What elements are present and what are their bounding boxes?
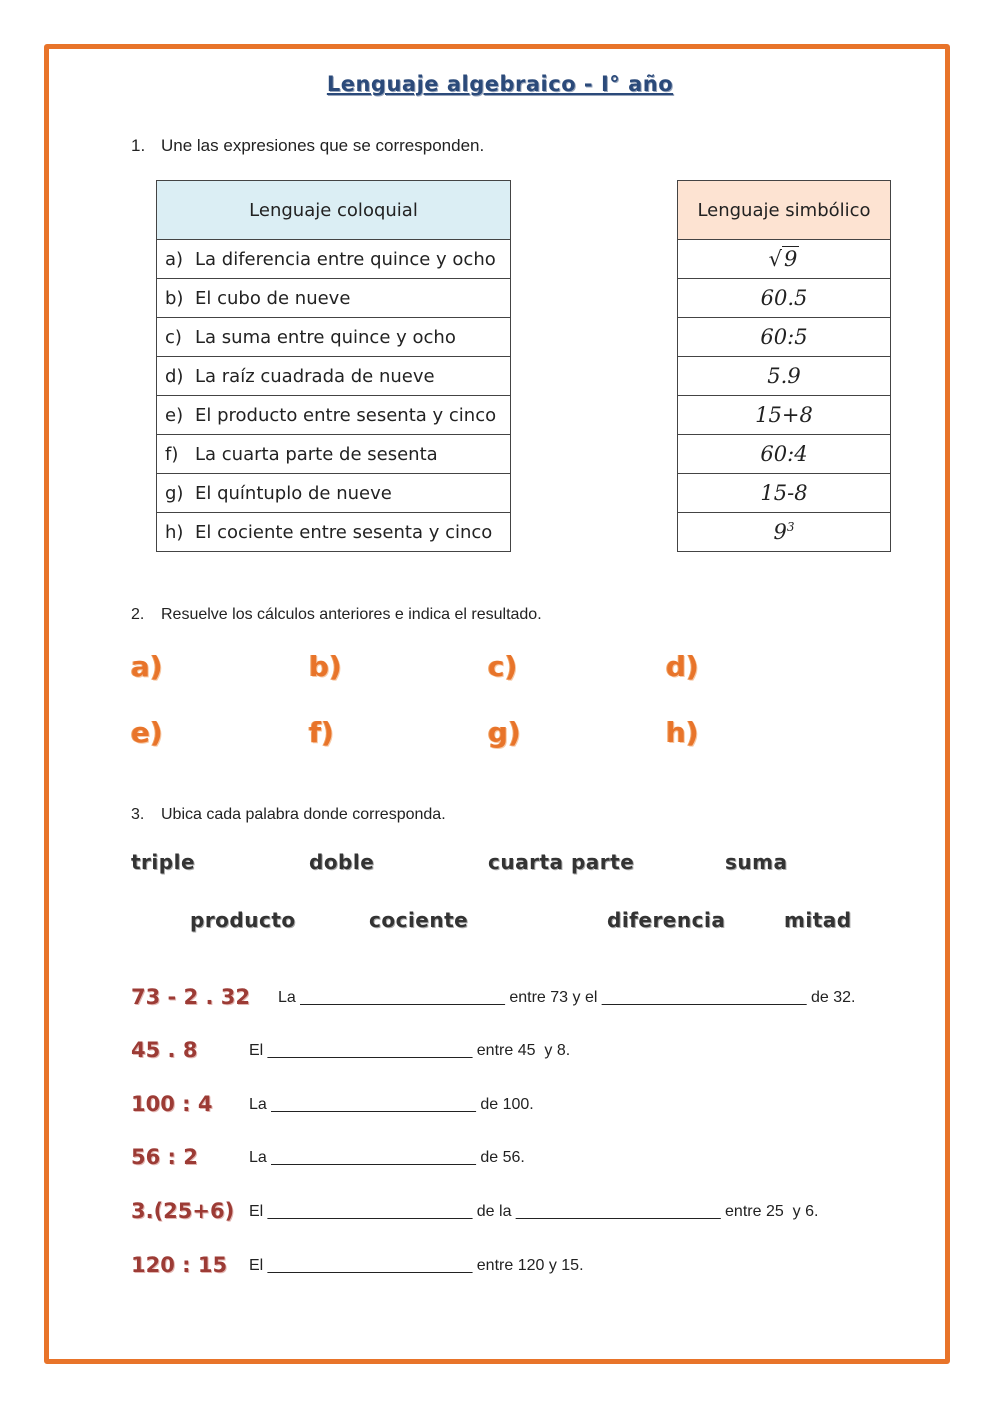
colloquial-row-e[interactable]: e) El producto entre sesenta y cinco <box>157 396 511 435</box>
colloquial-row-d[interactable]: d) La raíz cuadrada de nueve <box>157 357 511 396</box>
sentence-4[interactable]: La _______________________ de 56. <box>249 1149 525 1166</box>
sqrt-icon: √9 <box>768 247 798 271</box>
instruction-3-number: 3. <box>131 806 145 823</box>
instruction-3 <box>131 806 446 824</box>
sentence-3[interactable]: La _______________________ de 100. <box>249 1096 534 1113</box>
expression-1: 73 - 2 . 32 <box>131 985 250 1009</box>
symbolic-row-8[interactable]: $9^3$ <box>678 513 891 552</box>
word-diferencia[interactable]: diferencia <box>607 908 726 932</box>
sentence-2[interactable]: El _______________________ entre 45 y 8. <box>249 1042 571 1059</box>
colloquial-header: Lenguaje coloquial <box>157 181 511 240</box>
answer-label-h[interactable]: h) <box>666 716 699 749</box>
answer-label-g[interactable]: g) <box>488 716 521 749</box>
word-producto[interactable]: producto <box>190 908 296 932</box>
word-triple[interactable]: triple <box>131 850 196 874</box>
symbolic-row-5[interactable]: 15+8 <box>678 396 891 435</box>
page-title: Lenguaje algebraico - I° año <box>326 72 674 96</box>
instruction-1 <box>131 136 484 156</box>
symbolic-row-6[interactable]: 60:4 <box>678 435 891 474</box>
colloquial-row-b[interactable]: b) El cubo de nueve <box>157 279 511 318</box>
word-suma[interactable]: suma <box>725 850 788 874</box>
symbolic-row-2[interactable]: 60.5 <box>678 279 891 318</box>
answer-label-f[interactable]: f) <box>309 716 334 749</box>
symbolic-row-4[interactable]: 5.9 <box>678 357 891 396</box>
symbolic-row-1[interactable] <box>678 240 891 279</box>
sentence-6[interactable]: El _______________________ entre 120 y 15. <box>249 1257 584 1274</box>
instruction-1-number: 1. <box>131 136 146 155</box>
colloquial-row-f[interactable]: f) La cuarta parte de sesenta <box>157 435 511 474</box>
instruction-2-text: Resuelve los cálculos anteriores e indica el resultado. <box>161 606 542 623</box>
expression-3: 100 : 4 <box>131 1092 213 1116</box>
instruction-2-number: 2. <box>131 606 145 623</box>
answer-label-e[interactable]: e) <box>131 716 163 749</box>
expression-6: 120 : 15 <box>131 1253 228 1277</box>
expression-5: 3.(25+6) <box>131 1199 235 1223</box>
word-cuarta-parte[interactable]: cuarta parte <box>488 850 635 874</box>
instruction-1-text: Une las expresiones que se corresponden. <box>161 136 485 155</box>
colloquial-row-c[interactable]: c) La suma entre quince y ocho <box>157 318 511 357</box>
colloquial-table <box>156 180 511 552</box>
word-mitad[interactable]: mitad <box>784 908 852 932</box>
expression-2: 45 . 8 <box>131 1038 198 1062</box>
symbolic-row-3[interactable]: 60:5 <box>678 318 891 357</box>
expression-4: 56 : 2 <box>131 1145 198 1169</box>
symbolic-header: Lenguaje simbólico <box>678 181 891 240</box>
symbolic-row-7[interactable]: 15-8 <box>678 474 891 513</box>
symbolic-table <box>677 180 891 552</box>
sentence-5[interactable]: El _______________________ de la _______________________ entre 25 y 6. <box>249 1203 819 1220</box>
colloquial-row-a[interactable]: a) La diferencia entre quince y ocho <box>157 240 511 279</box>
colloquial-row-g[interactable]: g) El quíntuplo de nueve <box>157 474 511 513</box>
answer-label-d[interactable]: d) <box>666 650 699 683</box>
answer-label-b[interactable]: b) <box>309 650 342 683</box>
answer-label-c[interactable]: c) <box>488 650 518 683</box>
sentence-1[interactable]: La _______________________ entre 73 y el _______________________ de 32. <box>278 989 856 1006</box>
word-cociente[interactable]: cociente <box>369 908 469 932</box>
word-doble[interactable]: doble <box>309 850 375 874</box>
instruction-3-text: Ubica cada palabra donde corresponda. <box>161 806 446 823</box>
answer-label-a[interactable]: a) <box>131 650 163 683</box>
colloquial-row-h[interactable]: h) El cociente entre sesenta y cinco <box>157 513 511 552</box>
instruction-2 <box>131 606 542 624</box>
